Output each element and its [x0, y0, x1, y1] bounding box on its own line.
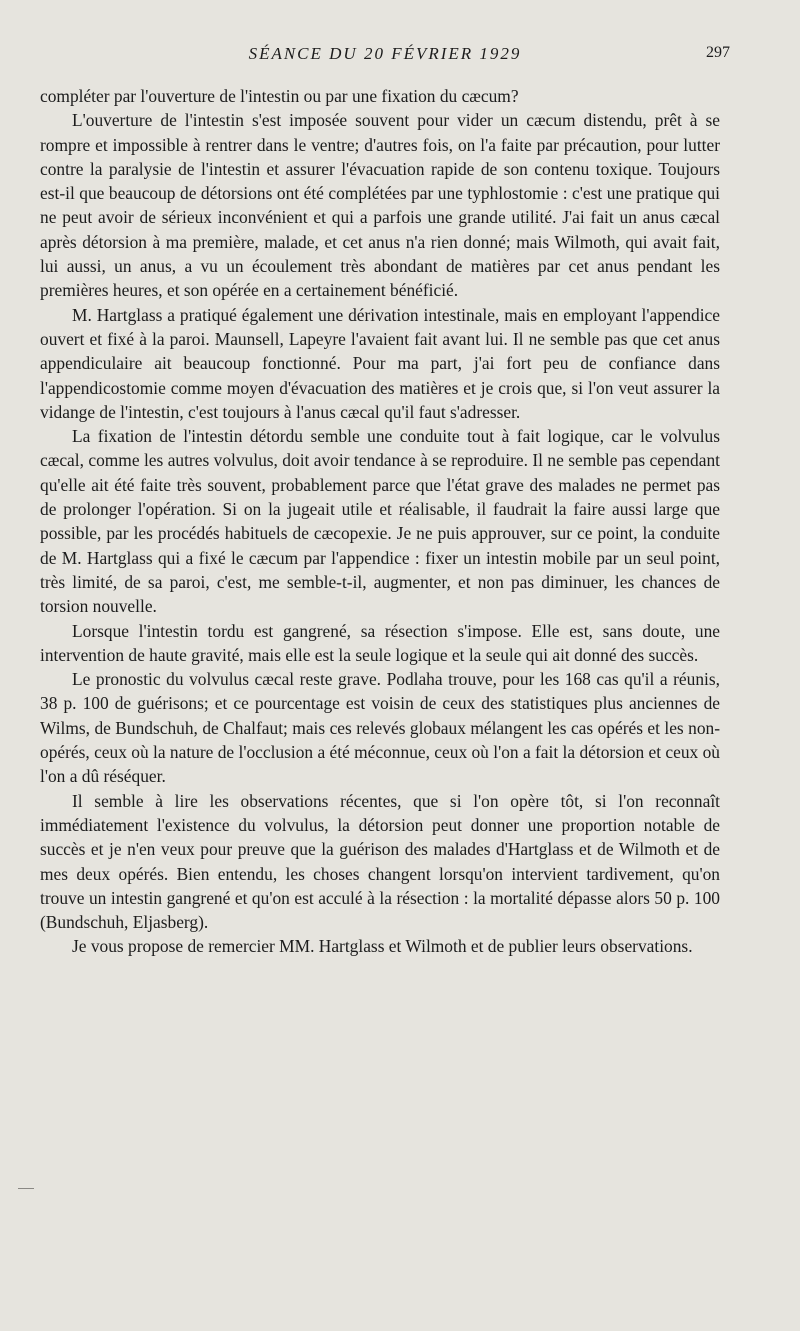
paragraph-7: Il semble à lire les observations récentes, que si l'on opère tôt, si l'on reconnaît immédiatement l'existence du volvulus, la détorsion peut donner une proportion notable de succès et je n'en veux pour preuve que la guérison des malades d'Hartglass et de Wilmoth et de mes deux opérés. Bien entendu, les choses changent lorsqu'on intervient tardivement, qu'on trouve un intestin gangrené et qu'on est acculé à la résection : la mortalité dépasse alors 50 p. 100 (Bundschuh, Eljasberg). — [40, 790, 720, 933]
paragraph-5: Lorsque l'intestin tordu est gangrené, sa résection s'impose. Elle est, sans doute, une intervention de haute gravité, mais elle est la seule logique et la seule qui ait donné des succès. — [40, 620, 720, 665]
paragraph-4: La fixation de l'intestin détordu semble une conduite tout à fait logique, car le volvulus cæcal, comme les autres volvulus, doit avoir tendance à se reproduire. Il ne semble pas cependant qu'elle ait été faite très souvent, probablement parce que l'état grave des malades ne permet pas de prolonger l'opération. Si on la jugeait utile et réalisable, il faudrait la faire aussi large que possible, par les procédés habituels de cæcopexie. Je ne puis approuver, sur ce point, la conduite de M. Hartglass qui a fixé le cæcum par l'appendice : fixer un intestin mobile par un seul point, très limité, de sa paroi, c'est, me semble-t-il, augmenter, et non pas diminuer, les chances de torsion nouvelle. — [40, 426, 720, 617]
paragraph-1: compléter par l'ouverture de l'intestin ou par une fixation du cæcum? — [40, 86, 519, 106]
paragraph-6: Le pronostic du volvulus cæcal reste grave. Podlaha trouve, pour les 168 cas qu'il a réunis, 38 p. 100 de guérisons; et ce pourcentage est voisin de ceux des statistiques plus anciennes de Wilms, de Bundschuh, de Chalfaut; mais ces relevés globaux mélangent les cas opérés et les non-opérés, ceux où la nature de l'occlusion a été méconnue, ceux où l'on a fait la détorsion et ceux où l'on a dû réséquer. — [40, 669, 720, 787]
paragraph-2: L'ouverture de l'intestin s'est imposée souvent pour vider un cæcum distendu, prêt à se rompre et impossible à rentrer dans le ventre; d'autres fois, on l'a faite par précaution, pour lutter contre la paralysie de l'intestin et assurer l'évacuation rapide de son contenu toxique. Toujours est-il que beaucoup de détorsions ont été complétées par une typhlostomie : c'est une pratique qui ne peut avoir de sérieux inconvénient et qui a parfois une grande utilité. J'ai fait un anus cæcal après détorsion à ma première, malade, et cet anus n'a rien donné; mais Wilmoth, qui avait fait, lui aussi, un anus, a vu un écoulement très abondant de matières par cet anus pendant les premières heures, et son opérée en a certainement bénéficié. — [40, 110, 720, 301]
running-title: SÉANCE DU 20 FÉVRIER 1929 — [248, 44, 522, 63]
page-number: 297 — [706, 44, 730, 61]
paragraph-8: Je vous propose de remercier MM. Hartglass et Wilmoth et de publier leurs observations. — [72, 936, 693, 957]
paragraph-3: M. Hartglass a pratiqué également une dérivation intestinale, mais en employant l'appendice ouvert et fixé à la paroi. Maunsell, Lapeyre l'avaient fait avant lui. Il ne semble pas que cet anus appendiculaire ait beaucoup fonctionné. Pour ma part, j'ai fort peu de confiance dans l'appendicostomie comme moyen d'évacuation des matières et je crois que, si l'on veut assurer la vidange de l'intestin, c'est toujours à l'anus cæcal qu'il faut s'adresser. — [40, 304, 720, 422]
running-header — [40, 44, 730, 70]
margin-mark — [18, 1188, 34, 1189]
body-text — [40, 84, 720, 959]
